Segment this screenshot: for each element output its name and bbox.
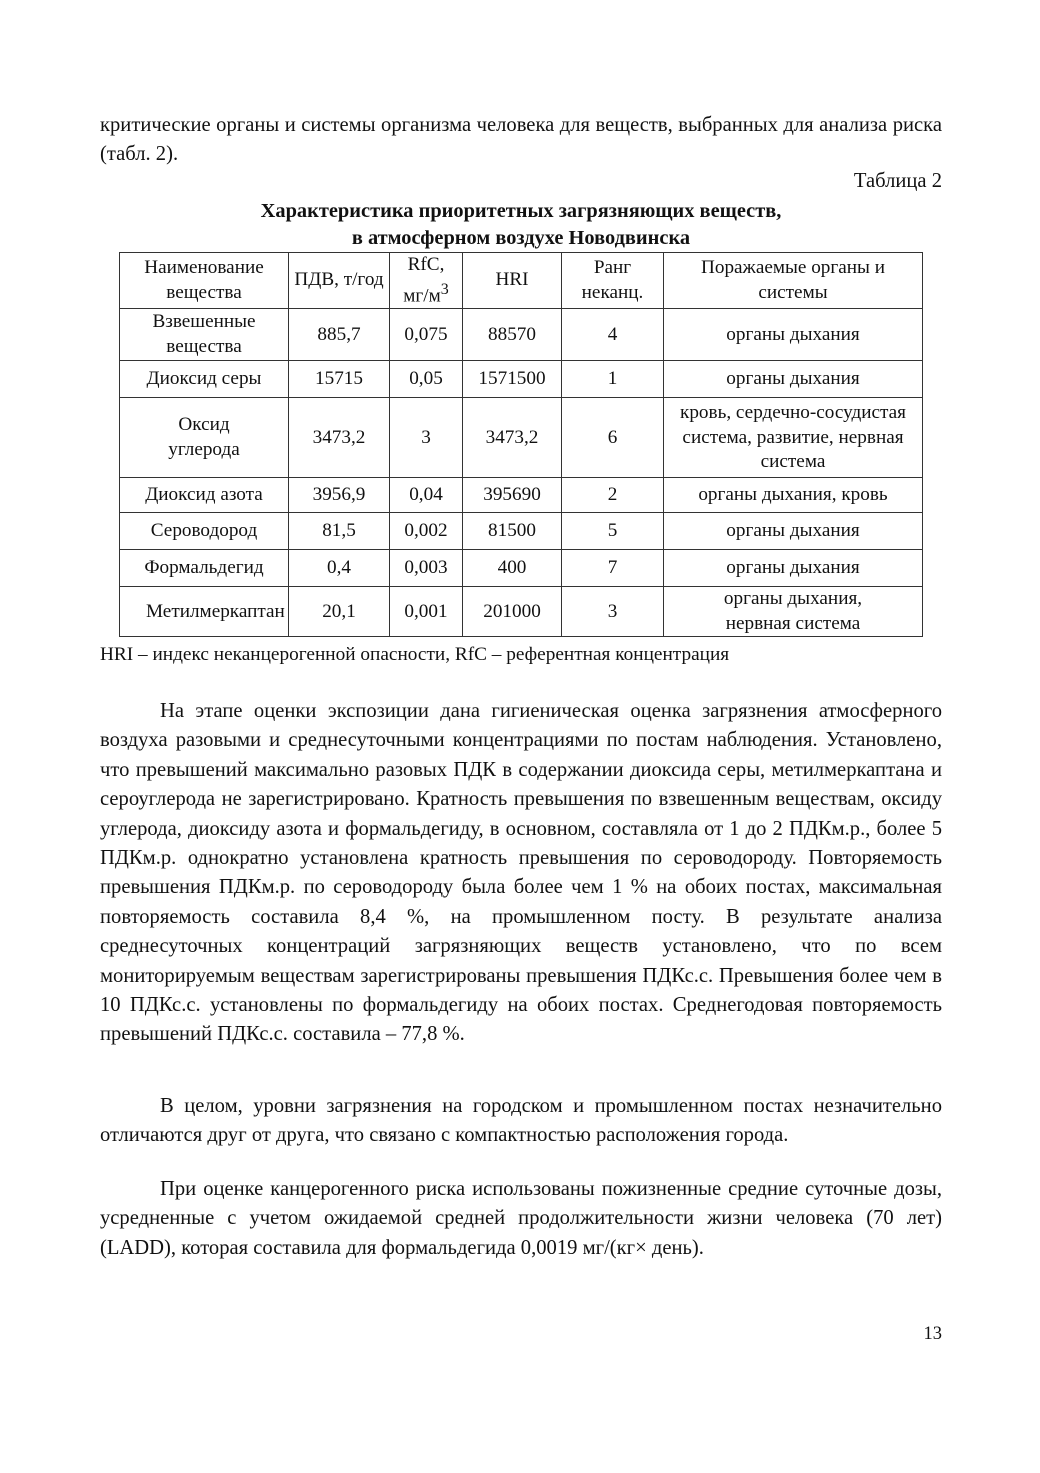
cell-name: Диоксид серы	[120, 361, 289, 398]
body-paragraph-2: В целом, уровни загрязнения на городском и промышленном постах незначительно отличаются друг от друга, что связано с компактностью расположения города.	[100, 1095, 942, 1147]
page-number: 13	[923, 1324, 942, 1344]
cell-rfc: 0,003	[390, 550, 463, 587]
cell-organs: органы дыхания	[664, 550, 923, 587]
table-row	[120, 478, 923, 513]
header-rfc-text: RfC, мг/м	[403, 254, 445, 306]
cell-pdv: 0,4	[289, 550, 390, 587]
table-row	[120, 587, 923, 637]
cell-organs: органы дыхания	[664, 513, 923, 550]
cell-organs: органы дыхания	[664, 309, 923, 361]
body-paragraph-3: При оценке канцерогенного риска использованы пожизненные средние суточные дозы, усредненные с учетом ожидаемой средней продолжительности жизни человека (70 лет) (LADD), которая составила для формальдегида 0,0019 мг/(кг× день).	[100, 1178, 942, 1259]
intro-text: критические органы и системы организма человека для веществ, выбранных для анализа риска (табл. 2).	[100, 114, 942, 166]
cell-organs: органы дыхания, кровь	[664, 478, 923, 513]
cell-name: Диоксид азота	[120, 478, 289, 513]
cell-pdv: 3956,9	[289, 478, 390, 513]
cell-pdv: 15715	[289, 361, 390, 398]
cell-rfc: 0,002	[390, 513, 463, 550]
cell-rfc: 0,075	[390, 309, 463, 361]
cell-rank: 6	[562, 398, 664, 478]
header-rfc	[390, 253, 463, 309]
table-row	[120, 398, 923, 478]
table-caption-line1: Характеристика приоритетных загрязняющих веществ,	[260, 200, 782, 222]
table-note: HRI – индекс неканцерогенной опасности, RfC – референтная концентрация	[100, 644, 730, 665]
header-rank: Ранг неканц.	[562, 253, 664, 309]
cell-name: Оксид углерода	[120, 398, 289, 478]
cell-organs: кровь, сердечно-сосудистая система, развитие, нервная система	[664, 398, 923, 478]
cell-pdv: 3473,2	[289, 398, 390, 478]
header-pdv: ПДВ, т/год	[289, 253, 390, 309]
table-row	[120, 550, 923, 587]
cell-hri: 395690	[463, 478, 562, 513]
table-label: Таблица 2	[853, 170, 942, 192]
cell-pdv: 885,7	[289, 309, 390, 361]
cell-organs: органы дыхания	[664, 361, 923, 398]
table-caption-line2: в атмосферном воздухе Новодвинска	[351, 227, 691, 249]
cell-rank: 7	[562, 550, 664, 587]
cell-rfc: 0,001	[390, 587, 463, 637]
cell-name: Метилмеркаптан	[120, 587, 289, 637]
cell-rank: 2	[562, 478, 664, 513]
table-header-row	[120, 253, 923, 309]
cell-rank: 1	[562, 361, 664, 398]
cell-hri: 81500	[463, 513, 562, 550]
table-row	[120, 361, 923, 398]
cell-hri: 201000	[463, 587, 562, 637]
cell-organs: органы дыхания, нервная система	[664, 587, 923, 637]
cell-rfc: 3	[390, 398, 463, 478]
cell-name: Взвешенные вещества	[120, 309, 289, 361]
cell-hri: 400	[463, 550, 562, 587]
cell-rank: 5	[562, 513, 664, 550]
table-row	[120, 513, 923, 550]
cell-name: Формальдегид	[120, 550, 289, 587]
cell-rfc: 0,05	[390, 361, 463, 398]
substances-table	[119, 252, 923, 637]
cell-pdv: 20,1	[289, 587, 390, 637]
header-organs: Поражаемые органы и системы	[664, 253, 923, 309]
cell-rank: 3	[562, 587, 664, 637]
table-row	[120, 309, 923, 361]
cell-pdv: 81,5	[289, 513, 390, 550]
cell-hri: 1571500	[463, 361, 562, 398]
cell-rank: 4	[562, 309, 664, 361]
cell-hri: 88570	[463, 309, 562, 361]
header-hri: HRI	[463, 253, 562, 309]
cell-rfc: 0,04	[390, 478, 463, 513]
header-rfc-sup: 3	[440, 280, 449, 298]
header-name: Наименование вещества	[120, 253, 289, 309]
cell-hri: 3473,2	[463, 398, 562, 478]
cell-name: Сероводород	[120, 513, 289, 550]
body-paragraph-1: На этапе оценки экспозиции дана гигиеническая оценка загрязнения атмосферного воздуха разовыми и среднесуточными концентрациями по постам наблюдения. Установлено, что превышений максимально разовых ПДК в содержании диоксида серы, метилмеркаптана и сероуглерода не зарегистрировано. Кратность превышения по взвешенным веществам, оксиду углерода, диоксиду азота и формальдегиду, в основном, составляла от 1 до 2 ПДКм.р., более 5 ПДКм.р. однократно установлена кратность превышения по сероводороду. Повторяемость превышения ПДКм.р. по сероводороду была более чем 1 % на обоих постах, максимальная повторяемость составила 8,4 %, на промышленном посту. В результате анализа среднесуточных концентраций загрязняющих веществ установлено, что по всем мониторируемым веществам зарегистрированы превышения ПДКс.с. Превышения более чем в 10 ПДКс.с. установлены по формальдегиду на обоих постах. Среднегодовая повторяемость превышений ПДКс.с. составила – 77,8 %.	[100, 700, 942, 1046]
